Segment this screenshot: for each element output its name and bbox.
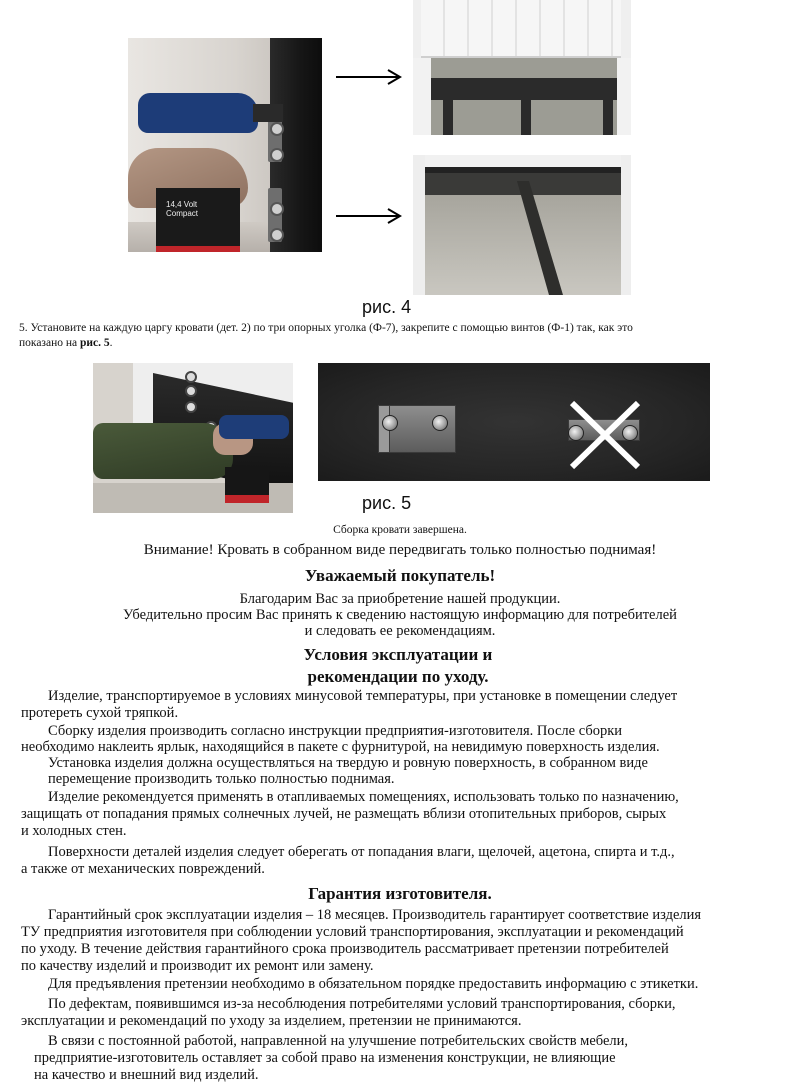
warranty-line: эксплуатации и рекомендаций по уходу за изделием, претензии не принимаются. xyxy=(21,1013,522,1029)
care-line: необходимо наклеить ярлык, находящийся в пакете с фурнитурой, на невидимую поверхность изделия. xyxy=(21,739,660,755)
care-line: Сборку изделия производить согласно инструкции предприятия-изготовителя. После сборки xyxy=(48,723,623,739)
care-line: Установка изделия должна осуществляться на твердую и ровную поверхность, в собранном виде xyxy=(48,755,648,771)
care-heading-line-1: Условия эксплуатации и xyxy=(303,645,493,664)
care-line: Изделие, транспортируемое в условиях минусовой температуры, при установке в помещении следует xyxy=(48,688,678,704)
care-line: перемещение производить только полностью поднимая. xyxy=(48,771,395,787)
cross-mark-icon xyxy=(568,399,642,471)
arrow-right-icon xyxy=(336,207,404,225)
dear-customer-line: и следовать ее рекомендациям. xyxy=(304,623,496,639)
warranty-heading: Гарантия изготовителя. xyxy=(308,884,492,903)
photo-bed-headboard-view xyxy=(413,0,631,135)
assembly-complete-text: Сборка кровати завершена. xyxy=(333,524,467,536)
figure-5-reference: рис. 5 xyxy=(79,337,110,349)
warranty-line: ТУ предприятия изготовителя при соблюдении условий транспортирования, эксплуатации и рекомендаций xyxy=(21,924,684,940)
warranty-line: по уходу. В течение действия гарантийного срока производитель рассматривает претензии потребителей xyxy=(21,941,669,957)
warranty-line: Гарантийный срок эксплуатации изделия – 18 месяцев. Производитель гарантирует соответствие изделия xyxy=(48,907,702,923)
figure-5-caption: рис. 5 xyxy=(362,493,412,513)
warranty-line: на качество и внешний вид изделий. xyxy=(34,1067,259,1083)
dear-customer-line: Убедительно просим Вас принять к сведению настоящую информацию для потребителей xyxy=(123,607,677,623)
step-5-line-1: 5. Установите на каждую царгу кровати (дет. 2) по три опорных уголка (Ф-7), закрепите с помощью винтов (Ф-1) так, как это xyxy=(19,322,633,334)
care-line: протереть сухой тряпкой. xyxy=(21,705,179,721)
photo-drilling-inside-bed xyxy=(93,363,293,513)
care-line: Поверхности деталей изделия следует оберегать от попадания влаги, щелочей, ацетона, спирта и т.д., xyxy=(48,844,675,860)
warning-text: Внимание! Кровать в собранном виде передвигать только полностью поднимая! xyxy=(143,542,657,558)
photo-bed-frame-view xyxy=(413,155,631,295)
care-line: а также от механических повреждений. xyxy=(21,861,265,877)
figure-4-caption: рис. 4 xyxy=(362,297,412,317)
care-line: защищать от попадания прямых солнечных лучей, не размещать вблизи отопительных приборов, сырых xyxy=(21,806,667,822)
warranty-line: Для предъявления претензии необходимо в обязательном порядке предоставить информацию с этикетки. xyxy=(48,976,699,992)
warranty-line: по качеству изделий и производит их ремонт или замену. xyxy=(21,958,374,974)
photo-corner-brackets xyxy=(318,363,710,481)
warranty-line: По дефектам, появившимся из-за несоблюдения потребителями условий транспортирования, сборки, xyxy=(48,996,676,1012)
battery-label-compact: Compact xyxy=(166,209,199,218)
step-5-line-2: показано на рис. 5. xyxy=(19,337,113,349)
care-line: и холодных стен. xyxy=(21,823,127,839)
warranty-line: В связи с постоянной работой, направленной на улучшение потребительских свойств мебели, xyxy=(48,1033,629,1049)
arrow-right-icon xyxy=(336,68,404,86)
dear-customer-line: Благодарим Вас за приобретение нашей продукции. xyxy=(239,591,561,607)
care-line: Изделие рекомендуется применять в отапливаемых помещениях, использовать только по назначению, xyxy=(48,789,679,805)
photo-drilling-bed-rail xyxy=(128,38,322,252)
battery-label-volt: 14,4 Volt xyxy=(166,200,198,209)
dear-customer-heading: Уважаемый покупатель! xyxy=(304,566,496,585)
care-heading-line-2: рекомендации по уходу. xyxy=(307,667,489,686)
warranty-line: предприятие-изготовитель оставляет за собой право на изменения конструкции, не влияющие xyxy=(34,1050,616,1066)
